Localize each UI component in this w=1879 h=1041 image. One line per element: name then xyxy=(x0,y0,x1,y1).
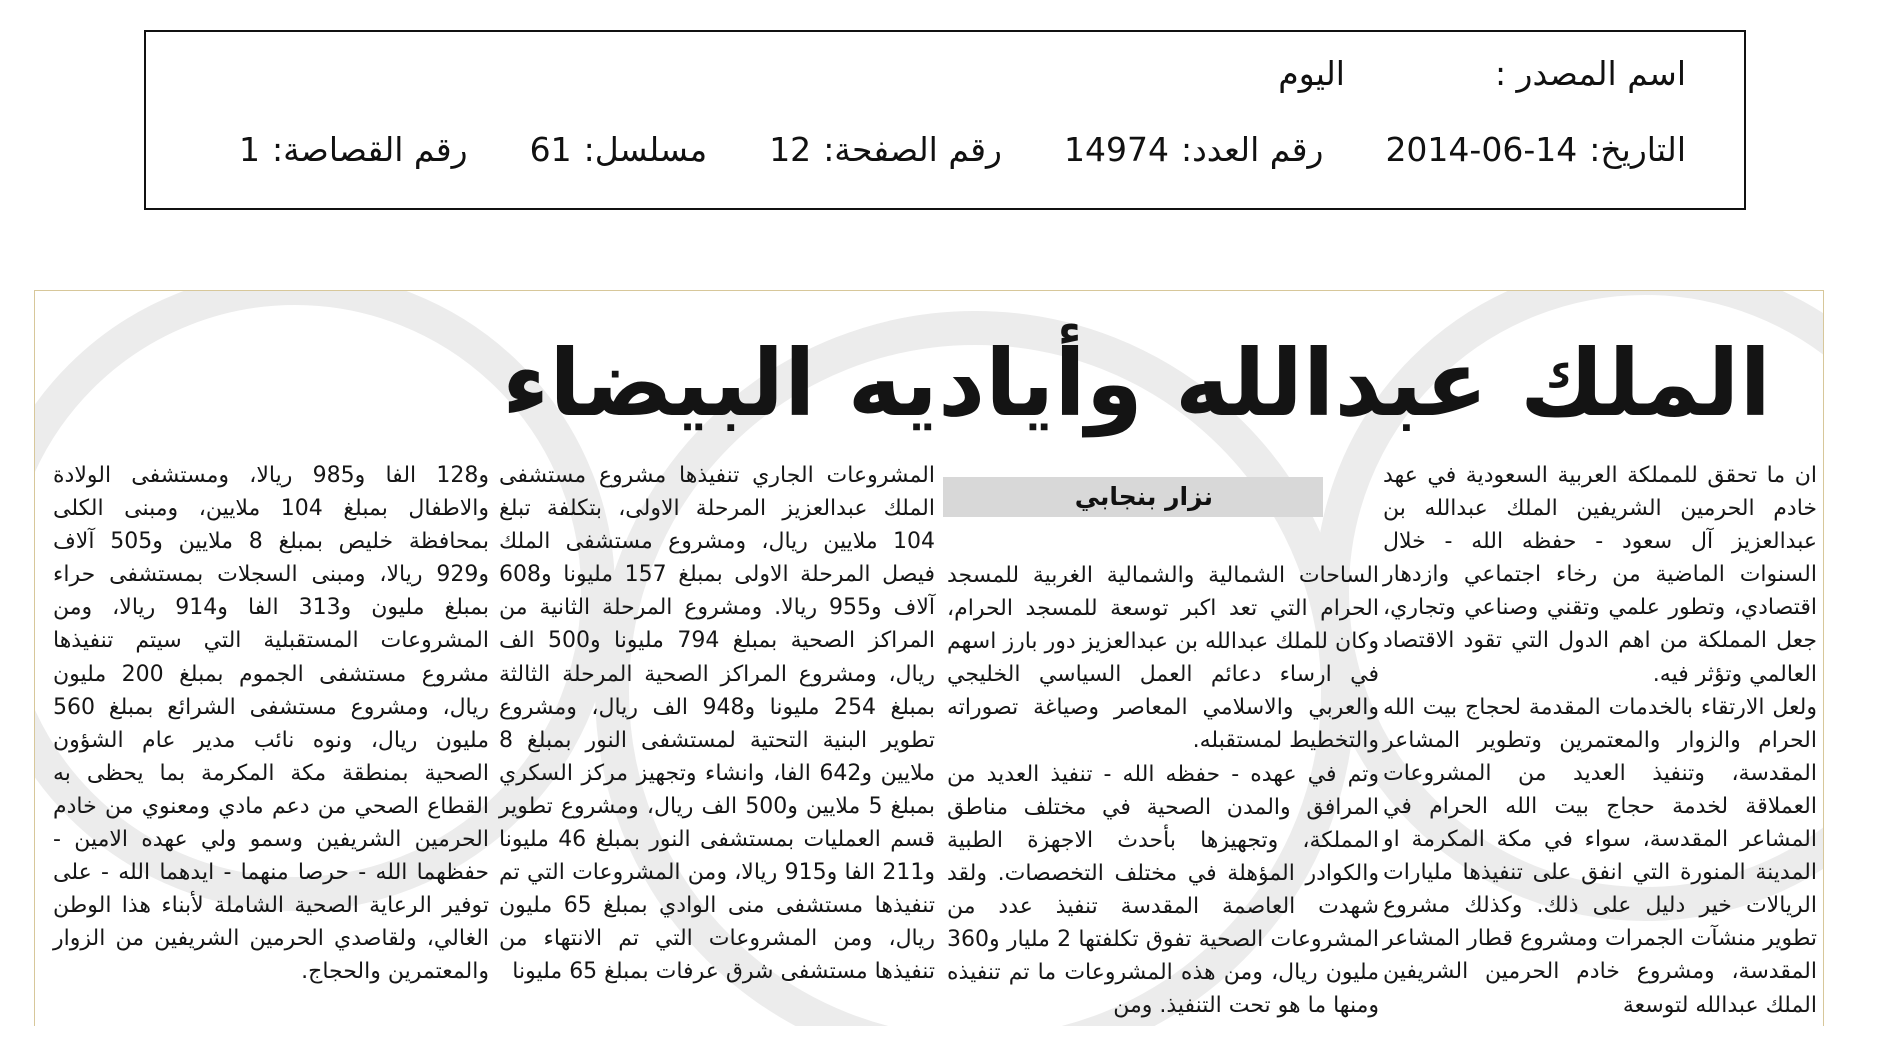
byline-bar xyxy=(943,477,1323,517)
serial-field xyxy=(530,130,708,170)
date-field xyxy=(1385,130,1686,170)
page-value: 12 xyxy=(769,130,812,169)
clipping-metadata-box xyxy=(144,30,1746,210)
article-column-4 xyxy=(53,459,489,989)
article-column-1 xyxy=(1383,459,1817,1022)
serial-label: مسلسل: xyxy=(583,130,708,169)
source-label: اسم المصدر : xyxy=(1494,54,1686,93)
page-label: رقم الصفحة: xyxy=(823,130,1002,169)
clip-number-value: 1 xyxy=(239,130,260,169)
clip-number-field xyxy=(239,130,468,170)
paragraph: الساحات الشمالية والشمالية الغربية للمسجد الحرام التي تعد اكبر توسعة للمسجد الحرام، وكان للملك عبدالله بن عبدالعزيز دور بارز اسهم في ارساء دعائم العمل السياسي الخليجي والعربي والاسلامي المعاصر وصياغة تصوراته والتخطيط لمستقبله. xyxy=(947,563,1379,754)
paragraph: المشروعات الجاري تنفيذها مشروع مستشفى الملك عبدالعزيز المرحلة الاولى، بتكلفة تبلغ 104 ملايين ريال، ومشروع مستشفى الملك فيصل المرحلة الاولى بمبلغ 157 مليونا و608 آلاف و955 ريالا. ومشروع المرحلة الثانية من المراكز الصحية بمبلغ 794 مليونا و500 الف ريال، ومشروع المراكز الصحية المرحلة الثالثة بمبلغ 254 مليونا و948 الف ريال، ومشروع تطوير البنية التحتية لمستشفى النور بمبلغ 8 ملايين و642 الفا، وانشاء وتجهيز مركز السكري بمبلغ 5 ملايين و500 الف ريال، ومشروع تطوير قسم العمليات بمستشفى النور بمبلغ 46 مليونا و211 الفا و915 ريالا، ومن المشروعات التي تم تنفيذها مستشفى منى الوادي بمبلغ 65 مليون ريال، ومن المشروعات التي تم الانتهاء من تنفيذها مستشفى شرق عرفات بمبلغ 65 مليونا xyxy=(499,463,936,985)
paragraph: ان ما تحقق للمملكة العربية السعودية في عهد خادم الحرمين الشريفين الملك عبدالله بن عبدالعزيز آل سعود - حفظه الله - خلال السنوات الماضية من رخاء اجتماعي وازدهار اقتصادي، وتطور علمي وتقني وصناعي وتجاري، جعل المملكة من اهم الدول التي تقود الاقتصاد العالمي وتؤثر فيه. xyxy=(1383,463,1817,687)
page-field xyxy=(769,130,1002,170)
article-byline: نزار بنجابي xyxy=(1074,482,1213,511)
paragraph: وتم في عهده - حفظه الله - تنفيذ العديد من المرافق والمدن الصحية في مختلف مناطق المملكة، وتجهيزها بأحدث الاجهزة الطبية والكوادر المؤهلة في مختلف التخصصات. ولقد شهدت العاصمة المقدسة تنفيذ عدد من المشروعات الصحية تفوق تكلفتها 2 مليار و360 مليون ريال، ومن هذه المشروعات ما تم تنفيذه ومنها ما هو تحت التنفيذ. ومن xyxy=(947,761,1379,1019)
article-headline: الملك عبدالله وأياديه البيضاء xyxy=(502,330,1771,437)
date-label: التاريخ: xyxy=(1589,130,1686,169)
article-column-3 xyxy=(499,459,935,989)
serial-value: 61 xyxy=(529,130,572,169)
details-row xyxy=(177,130,1686,170)
clip-number-label: رقم القصاصة: xyxy=(272,130,468,169)
paragraph: و128 الفا و985 ريالا، ومستشفى الولادة والاطفال بمبلغ 104 ملايين، ومبنى الكلى بمحافظة خليص بمبلغ 8 ملايين و505 آلاف و929 ريالا، ومبنى السجلات بمستشفى حراء بمبلغ مليون و313 الفا و914 ريالا، ومن المشروعات المستقبلية التي سيتم تنفيذها مشروع مستشفى الجموم بمبلغ 200 مليون ريال، ومشروع مستشفى الشرائع بمبلغ 560 مليون ريال، ونوه نائب مدير عام الشؤون الصحية بمنطقة مكة المكرمة بما يحظى به القطاع الصحي من دعم مادي ومعنوي من خادم الحرمين الشريفين وسمو ولي عهده الامين - حفظهما الله - حرصا منهما - ايدهما الله - على توفير الرعاية الصحية الشاملة لأبناء هذا الوطن الغالي، ولقاصدي الحرمين الشريفين من الزوار والمعتمرين والحجاج. xyxy=(53,463,489,985)
article-column-2 xyxy=(947,559,1379,1022)
date-value: 2014-06-14 xyxy=(1385,130,1578,169)
source-value: اليوم xyxy=(1278,54,1345,93)
issue-field xyxy=(1064,130,1323,170)
issue-label: رقم العدد: xyxy=(1180,130,1324,169)
issue-value: 14974 xyxy=(1064,130,1169,169)
paragraph: ولعل الارتقاء بالخدمات المقدمة لحجاج بيت الله الحرام والزوار والمعتمرين وتطوير المشاعر المقدسة، وتنفيذ العديد من المشروعات العملاقة لخدمة حجاج بيت الله الحرام في المشاعر المقدسة، سواء في مكة المكرمة او المدينة المنورة التي انفق على تنفيذها مليارات الريالات خير دليل على ذلك. وكذلك مشروع تطوير منشآت الجمرات ومشروع قطار المشاعر المقدسة، ومشروع خادم الحرمين الشريفين الملك عبدالله لتوسعة xyxy=(1383,694,1817,1018)
source-row xyxy=(1278,54,1686,94)
newspaper-clipping xyxy=(34,290,1824,1026)
